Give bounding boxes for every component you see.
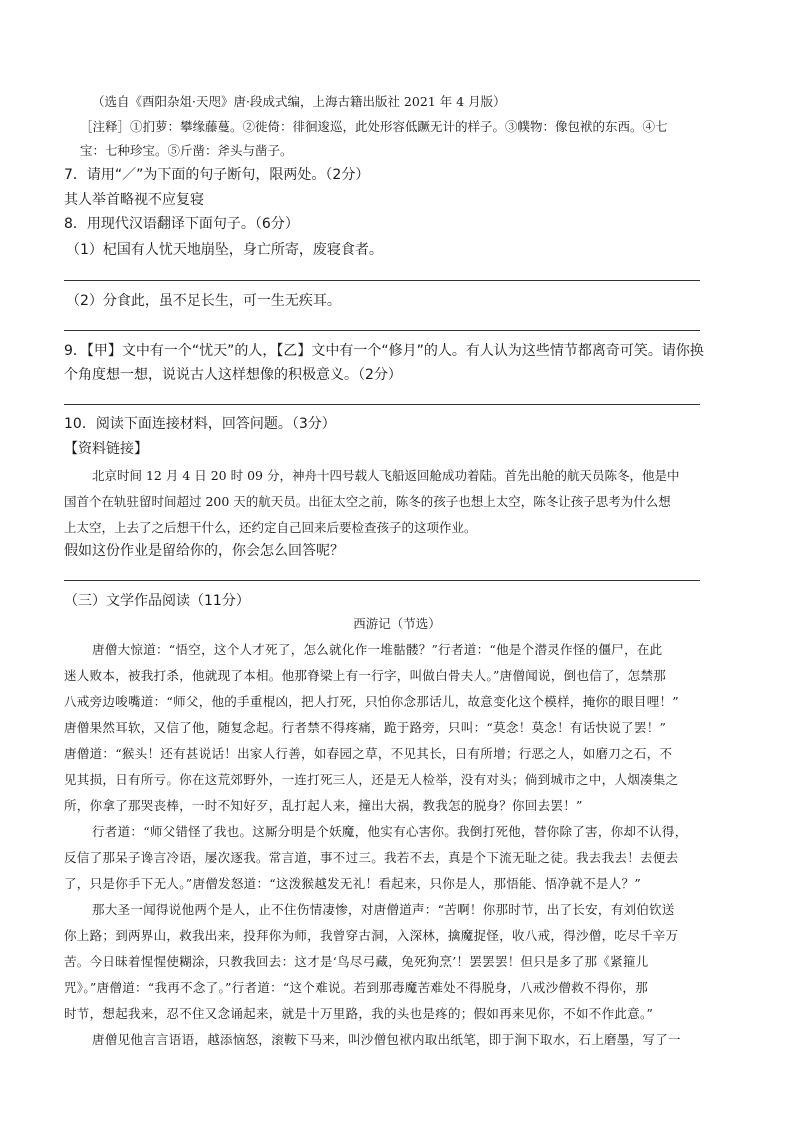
answer-line	[64, 330, 700, 331]
source-citation: （选自《酉阳杂俎·天咫》唐·段成式编，上海古籍出版社 2021 年 4 月版）	[92, 94, 506, 109]
answer-line	[64, 580, 700, 581]
question-8-item-1: （1）杞国有人忧天地崩坠，身亡所寄，废寝食者。	[66, 242, 383, 258]
passage-line: 八戒旁边唆嘴道：“师父，他的手重棍凶，把人打死，只怕你念那话儿，故意变化这个模样，掩你的眼目哩！”	[64, 694, 679, 709]
material-line-3: 上太空，上去了之后想干什么，还约定自己回来后要检查孩子的这项作业。	[64, 520, 477, 535]
material-line-1: 北京时间 12 月 4 日 20 时 09 分，神舟十四号载人飞船返回舱成功着陆。首先出舱的航天员陈冬，他是中	[92, 468, 680, 483]
question-8-item-2: （2）分食此，虽不足长生，可一生无疾耳。	[66, 293, 341, 309]
question-9-line-2: 个角度想一想，说说古人这样想像的积极意义。（2分）	[64, 367, 402, 383]
question-7-sentence: 其人举首略视不应复寝	[64, 192, 204, 208]
passage-title: 西游记（节选）	[353, 616, 441, 631]
passage-line: 唐僧大惊道：“悟空，这个人才死了，怎么就化作一堆骷髅？”行者道：“他是个潜灵作怪的僵尸，在此	[92, 642, 663, 657]
passage-line: 唐僧见他言言语语，越添恼怒，滚鞍下马来，叫沙僧包袱内取出纸笔，即于涧下取水，石上磨墨，写了一	[92, 1032, 681, 1047]
passage-line: 行者道：“师父错怪了我也。这厮分明是个妖魔，他实有心害你。我倒打死他，替你除了害，你却不认得，	[92, 824, 688, 839]
material-line-2: 国首个在轨驻留时间超过 200 天的航天员。出征太空之前，陈冬的孩子也想上太空，陈冬让孩子思考为什么想	[64, 494, 671, 509]
question-10-prompt: 10．阅读下面连接材料，回答问题。（3分）	[64, 416, 336, 432]
question-8-prompt: 8．用现代汉语翻译下面句子。（6分）	[64, 216, 299, 232]
answer-line	[64, 404, 700, 405]
passage-line: 反信了那呆子谗言冷语，屡次逐我。常言道，事不过三。我若不去，真是个下流无耻之徒。我去我去！去便去	[64, 850, 679, 865]
passage-line: 所，你拿了那哭丧棒，一时不知好歹，乱打起人来，撞出大祸，教我怎的脱身？你回去罢！”	[64, 798, 583, 813]
passage-line: 时节，想起我来，忍不住又念诵起来，就是十万里路，我的头也是疼的；假如再来见你，不如不作此意。”	[64, 1006, 654, 1021]
answer-line	[64, 280, 700, 281]
passage-line: 咒》。”唐僧道：“我再不念了。”行者道：“这个难说。若到那毒魔苦难处不得脱身，八戒沙僧救不得你，那	[64, 980, 649, 995]
question-9-line-1: 9．【甲】文中有一个“忧天”的人，【乙】文中有一个“修月”的人。有人认为这些情节都离奇可笑。请你换	[64, 343, 704, 359]
passage-line: 你上路；到两界山，救我出来，投拜你为师，我曾穿古洞，入深林，擒魔捉怪，收八戒，得沙僧，吃尽千辛万	[64, 928, 679, 943]
question-10-question: 假如这份作业是留给你的，你会怎么回答呢？	[64, 543, 344, 559]
section-3-heading: （三）文学作品阅读（11分）	[64, 593, 250, 609]
passage-line: 迷人败本，被我打杀，他就现了本相。他那脊梁上有一行字，叫做白骨夫人。”唐僧闻说，倒也信了，怎禁那	[64, 668, 667, 683]
passage-line: 苦。今日昧着惺惺使糊涂，只教我回去：这才是‘鸟尽弓藏，兔死狗烹’！罢罢罢！但只是多了那《紧箍儿	[64, 954, 649, 969]
passage-line: 那大圣一闻得说他两个是人，止不住伤情凄惨，对唐僧道声：“苦啊！你那时节，出了长安，有刘伯钦送	[92, 902, 675, 917]
material-heading: 【资料链接】	[64, 441, 148, 457]
passage-line: 唐僧果然耳软，又信了他，随复念起。行者禁不得疼痛，跪于路旁，只叫：“莫念！莫念！有话快说了罢！”	[64, 720, 667, 735]
passage-line: 唐僧道：“猴头！还有甚说话！出家人行善，如春园之草，不见其长，日有所增；行恶之人，如磨刀之石，不	[64, 746, 673, 761]
question-7-prompt: 7．请用“／”为下面的句子断句，限两处。（2分）	[64, 167, 370, 183]
notes-line-2: 宝：七种珍宝。⑤斤凿：斧头与凿子。	[80, 143, 293, 158]
passage-line: 了，只是你手下无人。”唐僧发怒道：“这泼猴越发无礼！看起来，只你是人，那悟能、悟净就不是人？”	[64, 876, 642, 891]
notes-line-1: ［注释］①扪萝：攀缘藤蔓。②徙倚：徘徊逡巡，此处形容低蹶无计的样子。③幞物：像包袱的东西。④七	[80, 119, 668, 134]
passage-line: 见其损，日有所亏。你在这荒郊野外，一连打死三人，还是无人检举，没有对头；倘到城市之中，人烟凑集之	[64, 772, 679, 787]
